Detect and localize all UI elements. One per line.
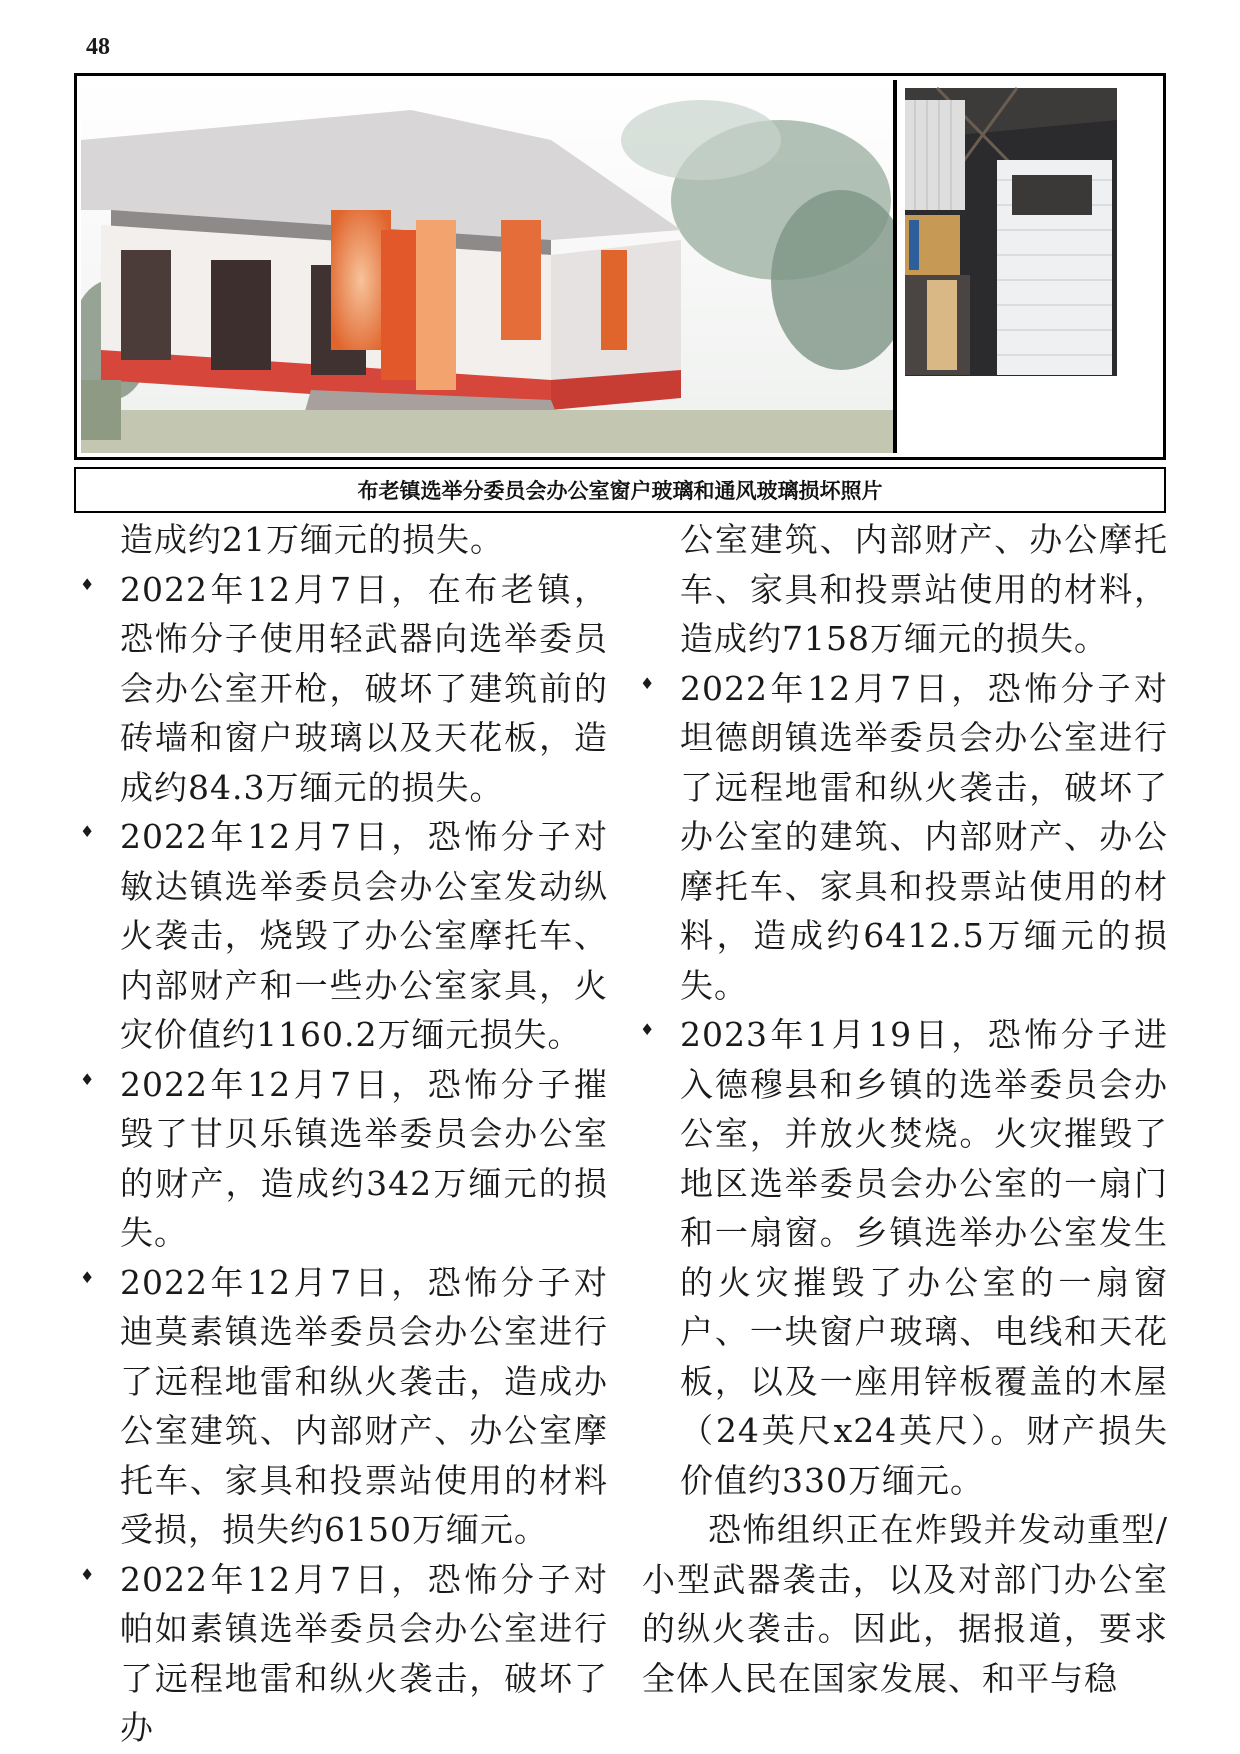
list-item: ♦ 2022年12月7日，恐怖分子对帕如素镇选举委员会办公室进行了远程地雷和纵火袭击，破坏了办 [76, 1555, 608, 1753]
list-item: ♦ 2022年12月7日，恐怖分子对坦德朗镇选举委员会办公室进行了远程地雷和纵火袭击，破坏了办公室的建筑、内部财产、办公摩托车、家具和投票站使用的材料，造成约6412.5万缅元的损失。 [636, 664, 1168, 1011]
list-item: ♦ 2022年12月7日，恐怖分子对迪莫素镇选举委员会办公室进行了远程地雷和纵火袭击，造成办公室建筑、内部财产、办公室摩托车、家具和投票站使用的材料受损，损失约6150万缅元。 [76, 1258, 608, 1555]
list-item: ♦ 2022年12月7日，恐怖分子对敏达镇选举委员会办公室发动纵火袭击，烧毁了办公室摩托车、内部财产和一些办公室家具，火灾价值约1160.2万缅元损失。 [76, 812, 608, 1060]
left-column [76, 515, 608, 1753]
page-number: 48 [86, 34, 110, 60]
list-item: ♦ 2023年1月19日，恐怖分子进入德穆县和乡镇的选举委员会办公室，并放火焚烧。火灾摧毁了地区选举委员会办公室的一扇门和一扇窗。乡镇选举办公室发生的火灾摧毁了办公室的一扇窗户、一块窗户玻璃、电线和天花板，以及一座用锌板覆盖的木屋（24英尺x24英尺）。财产损失价值约330万缅元。 [636, 1010, 1168, 1505]
closing-paragraph: 恐怖组织正在炸毁并发动重型/小型武器袭击，以及对部门办公室的纵火袭击。因此，据报道，要求全体人民在国家发展、和平与稳 [642, 1510, 1168, 1698]
list-item: ♦ 2022年12月7日，恐怖分子摧毁了甘贝乐镇选举委员会办公室的财产，造成约342万缅元的损失。 [76, 1060, 608, 1258]
right-continuation-text: 公室建筑、内部财产、办公摩托车、家具和投票站使用的材料，造成约7158万缅元的损失。 [680, 520, 1168, 658]
photo-caption: 布老镇选举分委员会办公室窗户玻璃和通风玻璃损坏照片 [74, 467, 1166, 513]
damaged-interior-photo [897, 80, 1159, 453]
list-item: ♦ 2022年12月7日，在布老镇，恐怖分子使用轻武器向选举委员会办公室开枪，破坏了建筑前的砖墙和窗户玻璃以及天花板，造成约84.3万缅元的损失。 [76, 565, 608, 813]
burned-building-photo [81, 80, 897, 453]
left-continuation-text: 造成约21万缅元的损失。 [120, 520, 504, 559]
right-column [636, 515, 1168, 1703]
photo-frame [74, 73, 1166, 460]
